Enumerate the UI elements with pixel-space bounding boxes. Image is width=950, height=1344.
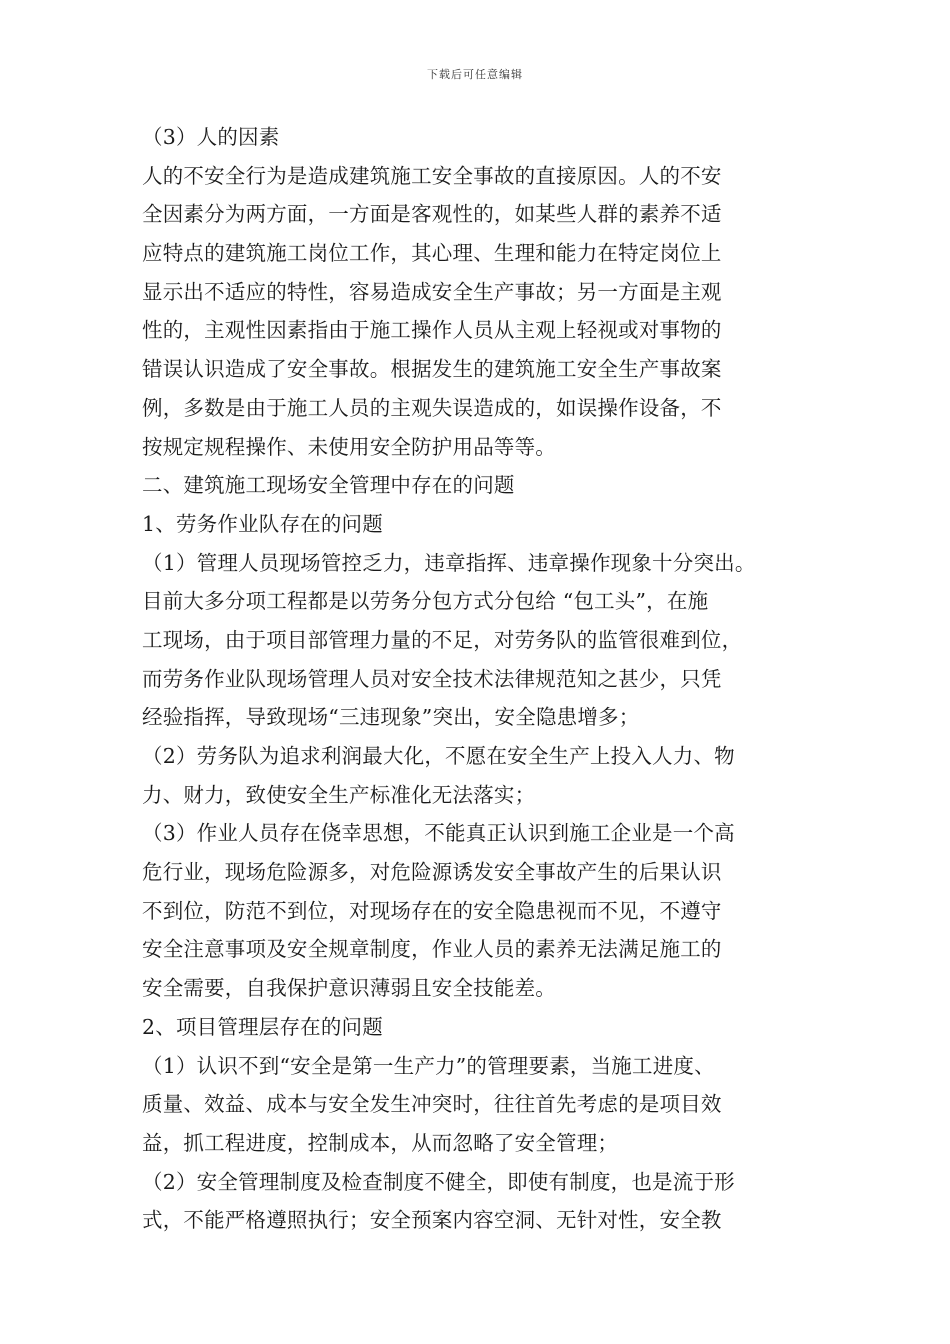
text-line: 性的，主观性因素指由于施工操作人员从主观上轻视或对事物的 [142,318,722,343]
document-body [142,118,807,1240]
text-line: （2）劳务队为追求利润最大化，不愿在安全生产上投入人力、物 [142,744,735,768]
section-heading: 二、建筑施工现场安全管理中存在的问题 [142,473,515,498]
text-line: （2）安全管理制度及检查制度不健全，即使有制度，也是流于形 [142,1169,735,1194]
text-line: 式，不能严格遵照执行；安全预案内容空洞、无针对性，安全教 [142,1208,722,1233]
text-line: 例，多数是由于施工人员的主观失误造成的，如误操作设备，不 [142,395,722,420]
text-line: 按规定规程操作、未使用安全防护用品等等。 [142,434,556,459]
text-line: 人的不安全行为是造成建筑施工安全事故的直接原因。人的不安 [142,163,722,188]
text-line: 危行业，现场危险源多，对危险源诱发安全事故产生的后果认识 [142,860,722,885]
text-line: 错误认识造成了安全事故。根据发生的建筑施工安全生产事故案 [142,357,722,382]
text-line: 而劳务作业队现场管理人员对安全技术法律规范知之甚少，只凭 [142,666,722,691]
text-line: 目前大多分项工程都是以劳务分包方式分包给 “包工头”，在施 [142,589,709,614]
text-line: 力、财力，致使安全生产标准化无法落实； [142,782,536,807]
page-header: 下载后可任意编辑 [427,68,523,81]
text-line: 工现场，由于项目部管理力量的不足，对劳务队的监管很难到位， [142,627,743,652]
text-line: 全因素分为两方面，一方面是客观性的，如某些人群的素养不适 [142,202,722,227]
text-line: 应特点的建筑施工岗位工作，其心理、生理和能力在特定岗位上 [142,241,722,266]
text-line: 显示出不适应的特性，容易造成安全生产事故；另一方面是主观 [142,279,722,304]
subsection-heading: 2、项目管理层存在的问题 [142,1014,383,1039]
text-line: 安全需要，自我保护意识薄弱且安全技能差。 [142,976,556,1001]
text-line: 经验指挥，导致现场“三违现象”突出，安全隐患增多； [142,705,640,730]
text-line: （3）作业人员存在侥幸思想，不能真正认识到施工企业是一个高 [142,821,735,846]
text-line: （3）人的因素 [142,125,280,149]
text-line: 质量、效益、成本与安全发生冲突时，往往首先考虑的是项目效 [142,1092,722,1117]
text-line: （1）管理人员现场管控乏力，违章指挥、违章操作现象十分突出。 [142,550,756,575]
text-line: 益，抓工程进度，控制成本，从而忽略了安全管理； [142,1130,619,1155]
text-line: 安全注意事项及安全规章制度，作业人员的素养无法满足施工的 [142,937,722,962]
text-line: （1）认识不到“安全是第一生产力”的管理要素，当施工进度、 [142,1053,715,1078]
subsection-heading: 1、劳务作业队存在的问题 [142,511,383,536]
text-line: 不到位，防范不到位，对现场存在的安全隐患视而不见，不遵守 [142,898,722,923]
